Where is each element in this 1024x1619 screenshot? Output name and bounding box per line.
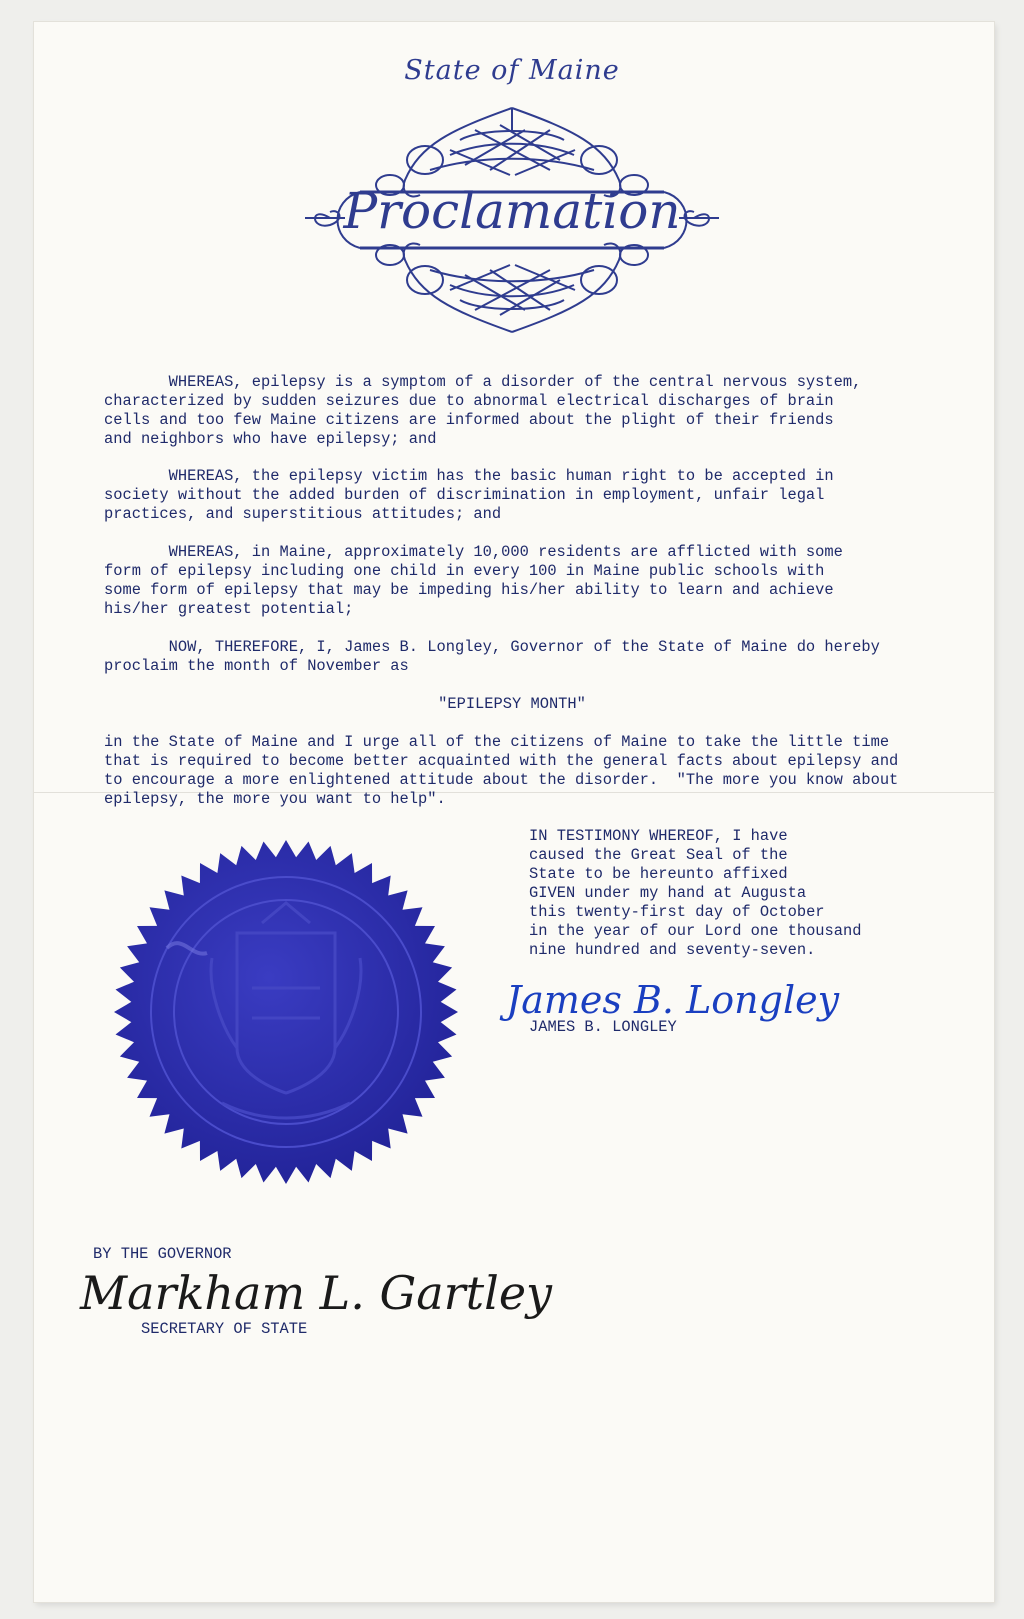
whereas-paragraph-3: WHEREAS, in Maine, approximately 10,000 residents are afflicted with some form of epilepsy including one child in every 100 in Maine public schools with some form of epilepsy that may be impeding his/her ability to learn and achieve his/her greatest potential; <box>104 543 843 618</box>
secretary-signature: Markham L. Gartley <box>80 1266 553 1320</box>
whereas-paragraph-1: WHEREAS, epilepsy is a symptom of a disorder of the central nervous system, characterized by sudden seizures due to abnormal electrical discharges of brain cells and too few Maine citizens are informed about the plight of their friends and neighbors who have epilepsy; and <box>104 373 862 448</box>
testimony-block: IN TESTIMONY WHEREOF, I have caused the Great Seal of the State to be hereunto affixed GIVEN under my hand at Augusta this twenty-first day of October in the year of our Lord one thousand nine hundred and seventy-seven. <box>529 827 862 959</box>
by-the-governor-label: BY THE GOVERNOR <box>93 1245 232 1263</box>
proclamation-banner <box>300 100 724 340</box>
governor-signature: James B. Longley <box>506 978 840 1022</box>
secretary-of-state-label: SECRETARY OF STATE <box>141 1320 308 1338</box>
therefore-paragraph: NOW, THEREFORE, I, James B. Longley, Governor of the State of Maine do hereby proclaim the month of November as <box>104 638 880 675</box>
epilepsy-month-heading: "EPILEPSY MONTH" <box>438 695 586 713</box>
state-heading: State of Maine <box>404 55 620 86</box>
proclamation-title: Proclamation <box>343 182 681 240</box>
governor-name: JAMES B. LONGLEY <box>529 1018 677 1036</box>
great-seal-icon <box>112 838 460 1186</box>
whereas-paragraph-2: WHEREAS, the epilepsy victim has the basic human right to be accepted in society without the added burden of discrimination in employment, unfair legal practices, and superstitious attitudes; and <box>104 467 834 523</box>
closing-paragraph: in the State of Maine and I urge all of the citizens of Maine to take the little time that is required to become better acquainted with the general facts about epilepsy and to encourage a more enlightened attitude about the disorder. "The more you know about epilepsy, the more you want to help". <box>104 733 899 808</box>
